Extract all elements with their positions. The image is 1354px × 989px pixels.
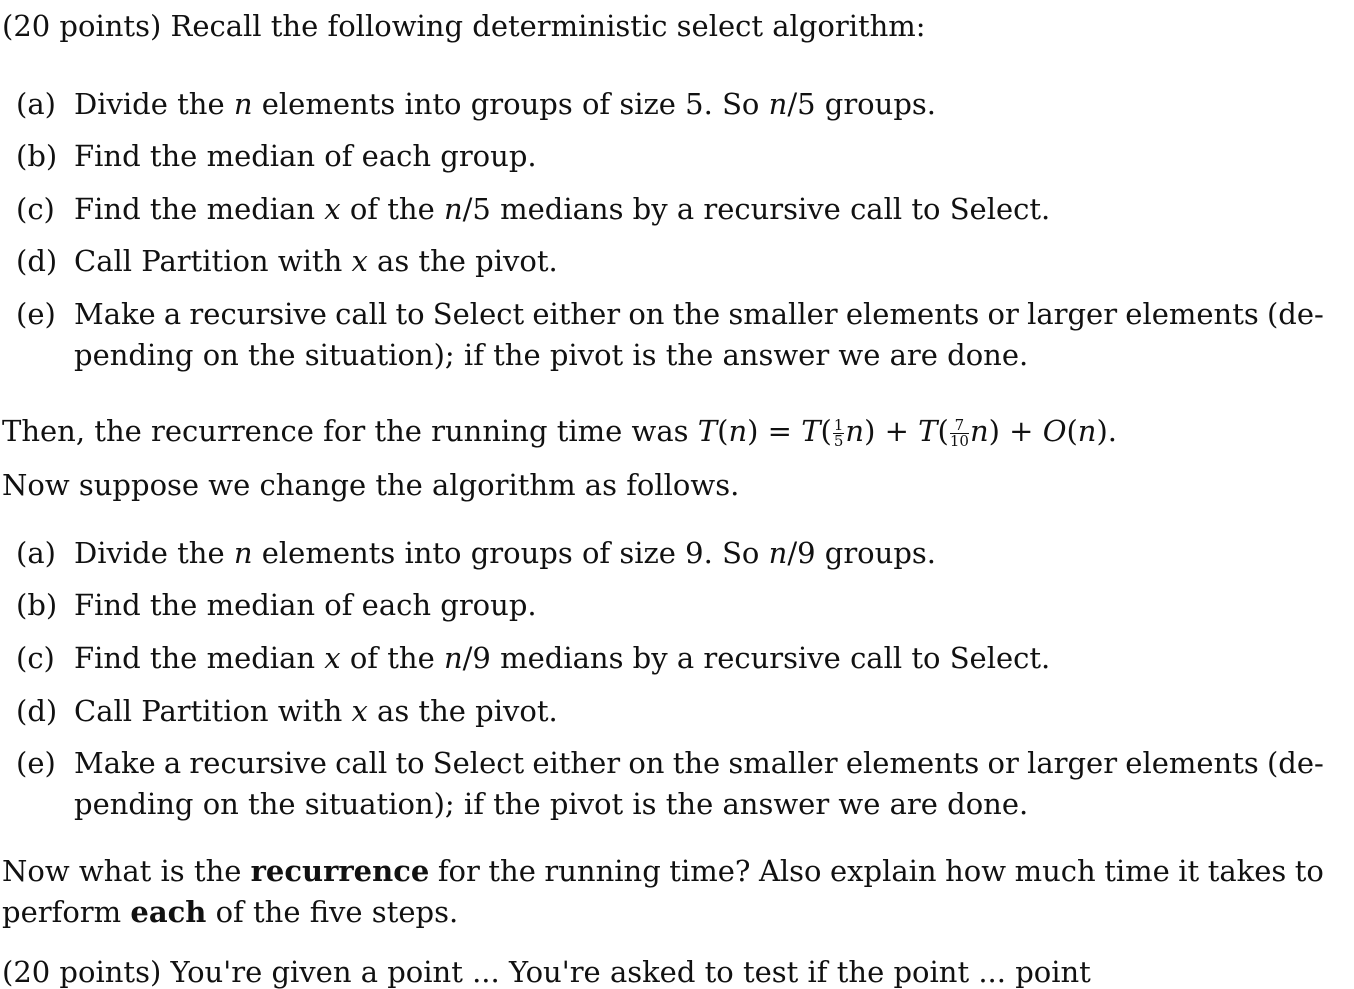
word: time? bbox=[669, 854, 751, 888]
word: a bbox=[163, 746, 182, 780]
points-label: (20 points) bbox=[2, 9, 162, 43]
sentence-text: Then, the recurrence for the running time was bbox=[2, 414, 698, 448]
math-variable: T bbox=[697, 414, 718, 448]
word: Select bbox=[432, 297, 525, 331]
bold-term: recurrence bbox=[250, 854, 430, 888]
word: either bbox=[532, 297, 621, 331]
intro-text: Recall the following deterministic select algorithm: bbox=[170, 9, 926, 43]
question-start bbox=[2, 854, 430, 888]
word: recursive bbox=[189, 297, 327, 331]
fraction-seven-tenths bbox=[949, 415, 969, 450]
text-segment: /9 medians by a recursive call to Select. bbox=[462, 641, 1051, 675]
math-variable: x bbox=[351, 694, 368, 728]
word: it bbox=[1178, 854, 1200, 888]
word: time bbox=[1104, 854, 1170, 888]
item-label: (b) bbox=[16, 588, 58, 622]
word: (de- bbox=[1266, 297, 1324, 331]
text-segment: perform bbox=[2, 895, 131, 929]
intro-line bbox=[2, 9, 926, 43]
math-variable: n bbox=[1077, 414, 1097, 448]
word: larger bbox=[1027, 297, 1118, 331]
word: recursive bbox=[189, 746, 327, 780]
item-text: Find the median of each group. bbox=[74, 588, 537, 622]
math-operator: ) + bbox=[988, 414, 1043, 448]
cutoff-next-question bbox=[2, 955, 1352, 989]
text-segment: Divide the bbox=[74, 536, 234, 570]
item-label: (d) bbox=[16, 244, 58, 278]
word: elements bbox=[1125, 746, 1259, 780]
math-operator: ) = bbox=[747, 414, 802, 448]
question-line1 bbox=[2, 854, 1324, 888]
word: smaller bbox=[728, 297, 838, 331]
word: the bbox=[672, 746, 721, 780]
item-text bbox=[74, 244, 558, 278]
text-segment: Divide the bbox=[74, 87, 234, 121]
text-segment: of the bbox=[340, 192, 444, 226]
math-variable: x bbox=[324, 192, 341, 226]
text-segment: Call Partition with bbox=[74, 694, 352, 728]
text-segment: elements into groups of size 5. So bbox=[252, 87, 769, 121]
math-variable: x bbox=[351, 244, 368, 278]
text-segment: /5 groups. bbox=[787, 87, 936, 121]
item-text-line1 bbox=[74, 297, 1324, 331]
item-text bbox=[74, 536, 936, 570]
word: a bbox=[163, 297, 182, 331]
fraction-one-fifth bbox=[833, 415, 845, 450]
math-variable: n bbox=[443, 192, 463, 226]
text-segment: /9 groups. bbox=[787, 536, 936, 570]
word: on bbox=[628, 297, 665, 331]
item-label: (d) bbox=[16, 694, 58, 728]
word: running bbox=[544, 854, 661, 888]
word: larger bbox=[1027, 746, 1118, 780]
text-segment: /5 medians by a recursive call to Select. bbox=[462, 192, 1051, 226]
word: the bbox=[672, 297, 721, 331]
fraction-denominator: 5 bbox=[833, 431, 844, 450]
fraction-denominator: 10 bbox=[949, 431, 969, 450]
item-text-line1 bbox=[74, 746, 1324, 780]
word: either bbox=[532, 746, 621, 780]
recurrence-sentence: Then, the recurrence for the running time was T(n) = T( $\frac{1}{5}$ n) + T( $\frac{7}{10}$ n) + O(n). bbox=[2, 414, 1118, 450]
fraction-numerator: 7 bbox=[950, 418, 969, 434]
word: for bbox=[437, 854, 480, 888]
math-variable: n bbox=[768, 87, 788, 121]
change-sentence: Now suppose we change the algorithm as follows. bbox=[2, 468, 740, 502]
word: smaller bbox=[728, 746, 838, 780]
item-text-line2: pending on the situation); if the pivot is the answer we are done. bbox=[74, 787, 1029, 821]
item-text bbox=[74, 694, 558, 728]
text-segment: of the bbox=[340, 641, 444, 675]
text-segment: Now what is the bbox=[2, 854, 251, 888]
bold-term: each bbox=[130, 895, 207, 929]
word: elements bbox=[1125, 297, 1259, 331]
word: (de- bbox=[1266, 746, 1324, 780]
math-variable: n bbox=[233, 536, 253, 570]
math-variable: x bbox=[324, 641, 341, 675]
word: or bbox=[987, 746, 1019, 780]
text-segment: Call Partition with bbox=[74, 244, 352, 278]
cutoff-text: (20 points) You're given a point ... You're asked to test if the point ... point bbox=[2, 955, 1091, 989]
math-variable: n bbox=[443, 641, 463, 675]
math-variable: n bbox=[845, 414, 865, 448]
math-variable: n bbox=[233, 87, 253, 121]
text-segment: as the pivot. bbox=[367, 694, 558, 728]
word: on bbox=[628, 746, 665, 780]
item-label: (a) bbox=[16, 87, 56, 121]
item-text bbox=[74, 87, 936, 121]
item-text bbox=[74, 641, 1051, 675]
word: Also bbox=[758, 854, 822, 888]
math-variable: n bbox=[768, 536, 788, 570]
item-label: (e) bbox=[16, 746, 56, 780]
word: elements bbox=[845, 297, 980, 331]
word: elements bbox=[845, 746, 980, 780]
fraction-numerator: 1 bbox=[833, 415, 844, 434]
item-label: (e) bbox=[16, 297, 56, 331]
word: how bbox=[945, 854, 1007, 888]
word: or bbox=[987, 297, 1019, 331]
item-text-line2: pending on the situation); if the pivot is the answer we are done. bbox=[74, 338, 1029, 372]
question-line2 bbox=[2, 895, 459, 929]
text-segment: Find the median bbox=[74, 192, 325, 226]
word: the bbox=[488, 854, 536, 888]
item-text: Find the median of each group. bbox=[74, 139, 537, 173]
math-variable: n bbox=[728, 414, 748, 448]
math-operator: ). bbox=[1096, 414, 1118, 448]
math-variable: O bbox=[1042, 414, 1067, 448]
word: to bbox=[395, 746, 425, 780]
word: Select bbox=[432, 746, 525, 780]
word: to bbox=[395, 297, 425, 331]
item-label: (b) bbox=[16, 139, 58, 173]
text-segment: of the five steps. bbox=[206, 895, 459, 929]
text-segment: elements into groups of size 9. So bbox=[252, 536, 769, 570]
word: call bbox=[335, 746, 388, 780]
word: Make bbox=[74, 746, 156, 780]
item-label: (c) bbox=[16, 641, 55, 675]
item-label: (a) bbox=[16, 536, 56, 570]
word: call bbox=[335, 297, 388, 331]
word: much bbox=[1014, 854, 1096, 888]
item-label: (c) bbox=[16, 192, 55, 226]
word: explain bbox=[830, 854, 937, 888]
math-variable: T bbox=[918, 414, 938, 448]
text-segment: Find the median bbox=[74, 641, 325, 675]
math-variable: T bbox=[801, 414, 821, 448]
math-variable: n bbox=[969, 414, 989, 448]
word: Make bbox=[74, 297, 156, 331]
math-operator: ) + bbox=[864, 414, 919, 448]
word: to bbox=[1294, 854, 1324, 888]
word: takes bbox=[1207, 854, 1287, 888]
item-text bbox=[74, 192, 1051, 226]
text-segment: as the pivot. bbox=[367, 244, 558, 278]
